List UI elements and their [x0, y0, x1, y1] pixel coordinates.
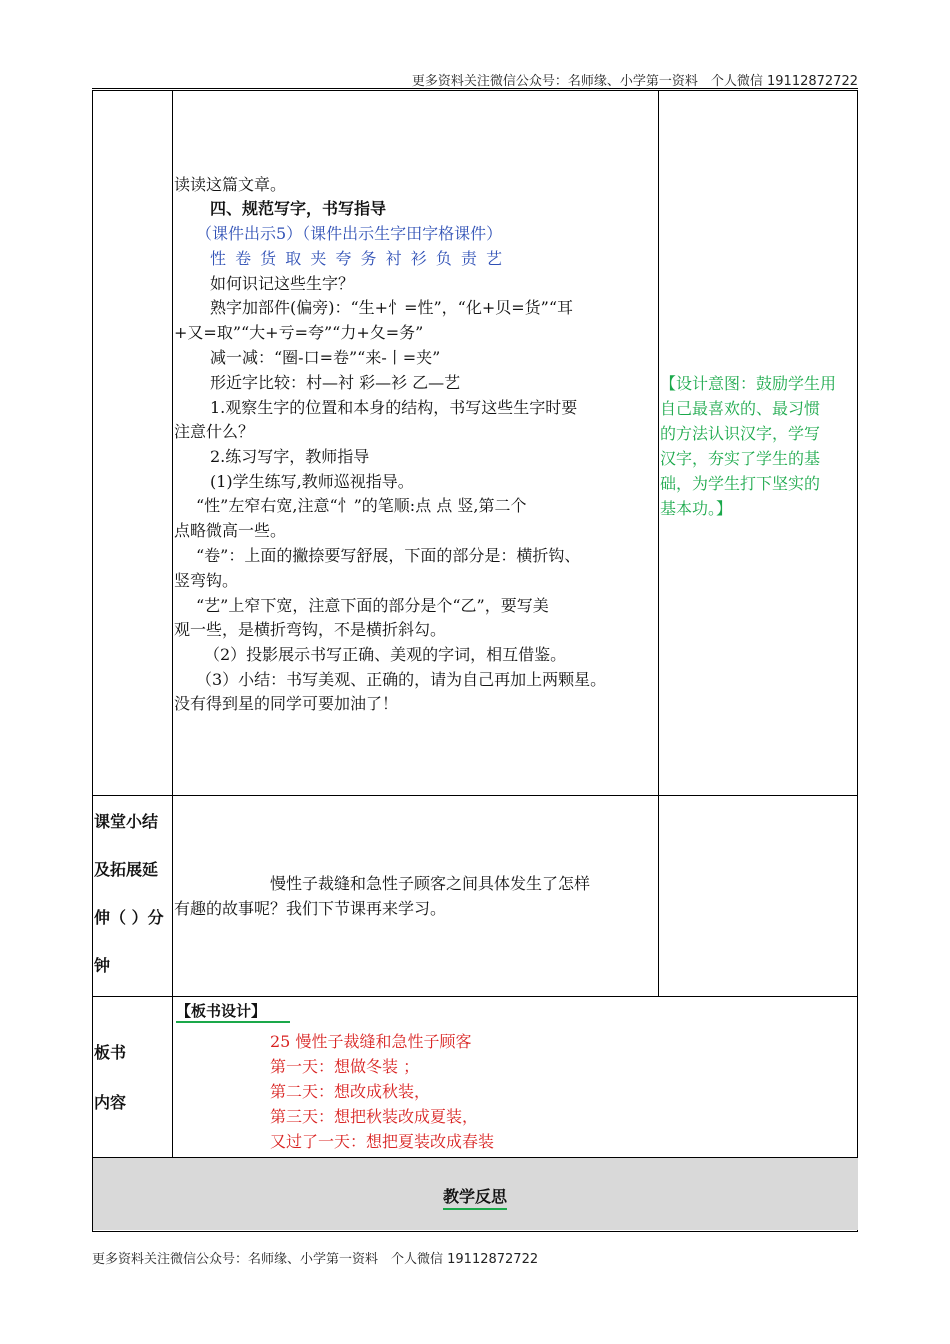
board-label-line: 板书: [94, 1043, 127, 1062]
content-line: （2）投影展示书写正确、美观的字词，相互借鉴。: [204, 645, 567, 664]
page-footer: 更多资料关注微信公众号：名师缘、小学第一资料 个人微信 19112872722: [92, 1252, 539, 1267]
summary-text-line: 有趣的故事呢？我们下节课再来学习。: [174, 899, 447, 918]
summary-label-line: 及拓展延: [94, 860, 159, 879]
column-divider-2: [658, 90, 659, 996]
table-border-bottom: [92, 1231, 858, 1232]
board-title: 25 慢性子裁缝和急性子顾客: [270, 1032, 472, 1051]
board-heading: 【板书设计】: [176, 1000, 290, 1023]
board-line: 第一天：想做冬装 ；: [270, 1057, 420, 1076]
board-line: 第二天：想改成秋装，: [270, 1082, 431, 1101]
reflection-title: [0, 1184, 950, 1207]
design-note-line: 基本功。】: [660, 499, 733, 518]
content-line: 熟字加部件(偏旁)：“生+忄=性”，“化+贝=货”“耳: [210, 298, 574, 317]
design-note-line: 础，为学生打下坚实的: [660, 474, 821, 493]
content-line: （3）小结：书写美观、正确的，请为自己再加上两颗星。: [196, 670, 607, 689]
design-note-line: 汉字，夯实了学生的基: [660, 449, 821, 468]
content-line: 形近字比较：村—衬 彩—衫 乙—艺: [210, 373, 461, 392]
reflection-title-text: 教学反思: [443, 1187, 507, 1210]
table-border-right: [857, 90, 858, 1231]
content-line: 如何识记这些生字？: [210, 274, 355, 293]
board-line: 第三天：想把秋装改成夏装，: [270, 1107, 479, 1126]
design-note-line: 自己最喜欢的、最习惯: [660, 399, 821, 418]
summary-label-line: 伸（ ）分: [94, 908, 164, 927]
table-border-top: [92, 90, 858, 91]
content-line: 1.观察生字的位置和本身的结构，书写这些生字时要: [210, 398, 578, 417]
content-line: “性”左窄右宽,注意“忄”的笔顺:点 点 竖,第二个: [196, 496, 527, 515]
content-line: (1)学生练写,教师巡视指导。: [210, 472, 414, 491]
content-line: 减一减：“圈-口=卷”“来-丨=夹”: [210, 348, 441, 367]
content-line: 读读这篇文章。: [174, 175, 287, 194]
summary-label: [94, 798, 172, 990]
summary-label-line: 课堂小结: [94, 812, 159, 831]
content-line: 竖弯钩。: [174, 571, 239, 590]
board-label-line: 内容: [94, 1093, 127, 1112]
content-line: 注意什么？: [174, 422, 255, 441]
summary-text-line: 慢性子裁缝和急性子顾客之间具体发生了怎样: [270, 874, 591, 893]
row-divider-2: [92, 996, 858, 997]
row-divider-1: [92, 795, 858, 796]
content-line: 观一些，是横折弯钩，不是横折斜勾。: [174, 620, 447, 639]
board-line: 又过了一天：想把夏装改成春装: [270, 1132, 495, 1151]
board-label: [94, 1028, 172, 1128]
page-header: 更多资料关注微信公众号：名师缘、小学第一资料 个人微信 19112872722: [411, 74, 858, 89]
design-note-line: 【设计意图：鼓励学生用: [660, 374, 837, 393]
content-line: “卷”：上面的撇捺要写舒展，下面的部分是：横折钩、: [196, 546, 581, 565]
content-line: 点略微高一些。: [174, 521, 287, 540]
section-heading: 四、规范写字，书写指导: [210, 199, 387, 218]
content-line: “艺”上窄下宽，注意下面的部分是个“乙”，要写美: [196, 596, 549, 615]
design-note-line: 的方法认识汉字，学写: [660, 424, 821, 443]
summary-label-line: 钟: [94, 956, 111, 975]
courseware-note: （课件出示5）（课件出示生字田字格课件）: [196, 224, 503, 243]
header-rule: [92, 88, 858, 89]
column-divider-1: [172, 90, 173, 1158]
content-line: +又=取”“大+亏=夸”“力+夂=务”: [174, 323, 424, 342]
content-line: 2.练习写字，教师指导: [210, 447, 370, 466]
new-characters: 性 卷 货 取 夹 夸 务 衬 衫 负 责 艺: [210, 249, 504, 268]
table-border-left: [92, 90, 93, 1231]
content-line: 没有得到星的同学可要加油了！: [174, 694, 399, 713]
